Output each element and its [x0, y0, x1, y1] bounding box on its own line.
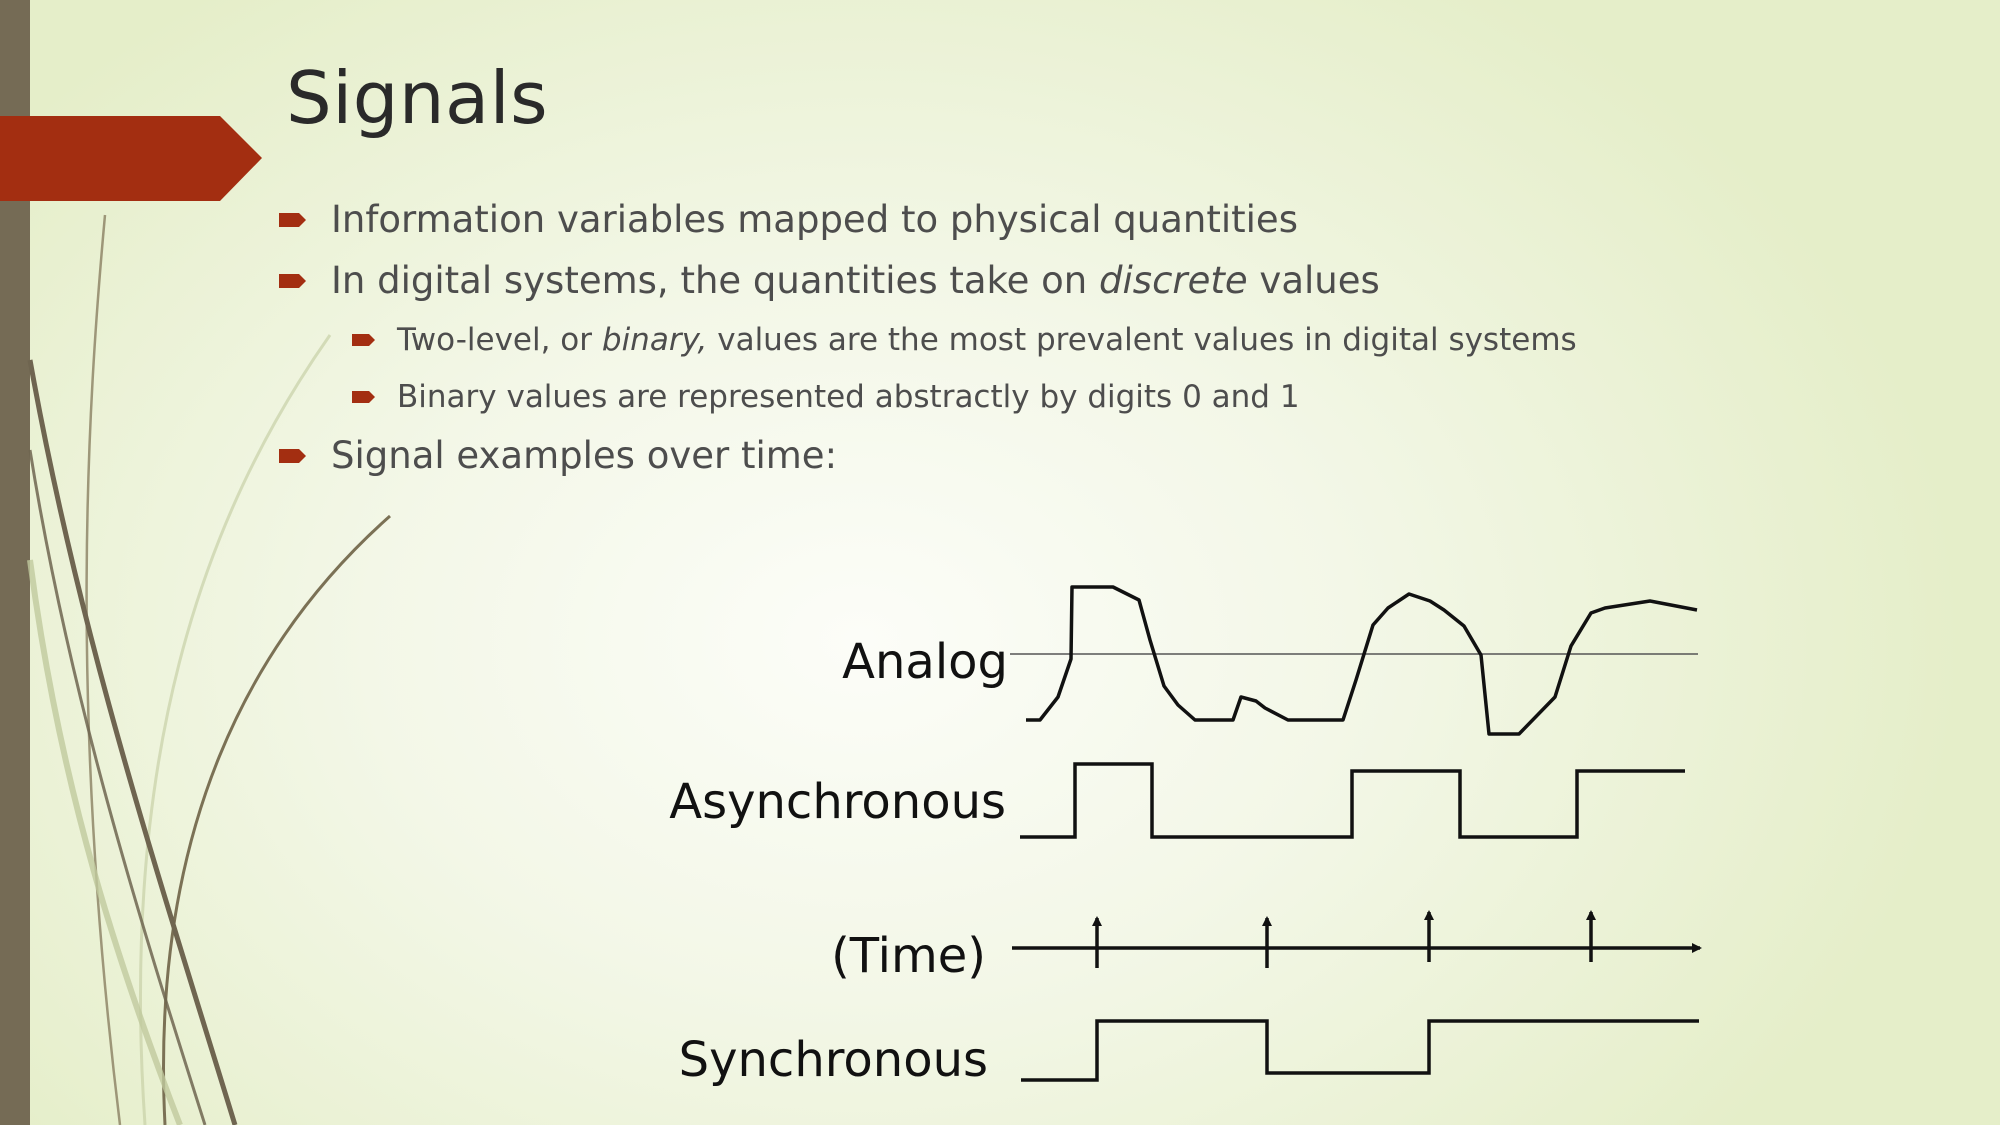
bullet-item [331, 434, 837, 477]
bullet-arrow-icon [352, 333, 376, 347]
analog-waveform [1026, 587, 1697, 734]
bullet-arrow-icon [279, 212, 307, 228]
bullet-arrow-icon [279, 448, 307, 464]
bullet-text-part: Signal examples over time: [331, 434, 838, 477]
bullet-text-italic: discrete [1099, 259, 1248, 302]
title-accent-flag [0, 116, 262, 201]
bullet-text-italic: binary, [601, 322, 708, 358]
bullet-text-part: values are the most prevalent values in digital systems [707, 322, 1577, 358]
bullet-text-part: values [1247, 259, 1380, 302]
bullet-item [397, 322, 1577, 358]
asynchronous-waveform [1020, 764, 1685, 837]
bullet-text [397, 379, 1300, 415]
bullet-text-part: Information variables mapped to physical quantities [331, 198, 1298, 241]
slide-title: Signals [286, 56, 549, 140]
bullet-text [331, 198, 1298, 241]
bullet-text-part: Two-level, or [397, 322, 602, 358]
bullet-arrow-icon [279, 273, 307, 289]
bullet-text [331, 259, 1380, 302]
synchronous-waveform [1021, 1021, 1699, 1080]
bullet-text [397, 322, 1577, 358]
synchronous-label: Synchronous [678, 1032, 988, 1088]
time-label: (Time) [831, 928, 986, 984]
bullet-text-part: Binary values are represented abstractly by digits 0 and 1 [397, 379, 1300, 415]
bullet-item [397, 379, 1300, 415]
bullet-text [331, 434, 837, 477]
analog-label: Analog [842, 634, 1008, 690]
bullet-item [331, 198, 1298, 241]
bullet-arrow-icon [352, 390, 376, 404]
asynchronous-label: Asynchronous [669, 774, 1006, 830]
bullet-item [331, 259, 1380, 302]
bullet-text-part: In digital systems, the quantities take on [331, 259, 1100, 302]
